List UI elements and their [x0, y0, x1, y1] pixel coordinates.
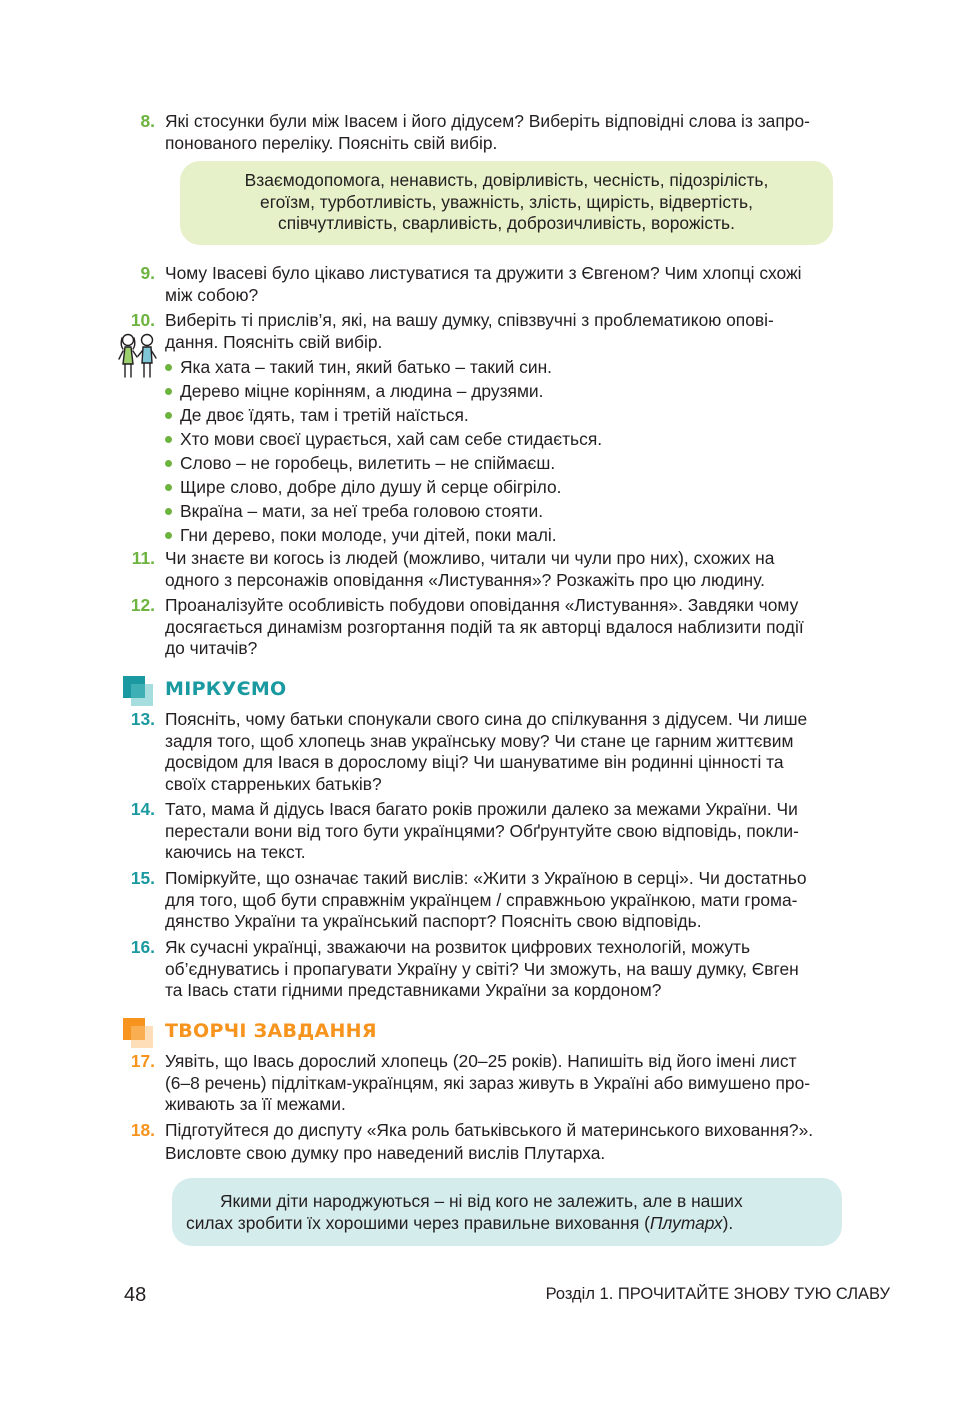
quote-text: ). — [722, 1213, 734, 1233]
proverb-text: Вкраїна – мати, за неї треба головою стояти. — [180, 501, 544, 521]
list-item — [165, 427, 885, 451]
question-text: об’єднуватись і пропагувати Україну у світі? Чи зможуть, на вашу думку, Євген — [165, 958, 799, 979]
question-text: Висловте свою думку про наведений вислів Плутарха. — [165, 1142, 606, 1163]
question-text: (6–8 речень) підліткам-українцям, які зараз живуть в Україні або вимушено про- — [165, 1072, 811, 1093]
bullet-icon — [165, 436, 172, 443]
word-box-line: Взаємодопомога, ненависть, довірливість, чесність, підозрілість, — [244, 170, 769, 190]
pair-work-icon — [116, 331, 160, 381]
question-text: одного з персонажів оповідання «Листування»? Розкажіть про цю людину. — [165, 569, 765, 590]
question-text: Уявіть, що Івась дорослий хлопець (20–25 років). Напишіть від його імені лист — [165, 1051, 797, 1071]
question-text: досвідом для Івася в дорослому віці? Чи шануватиме він родинні цінності та — [165, 752, 784, 772]
question-text: Як сучасні українці, зважаючи на розвиток цифрових технологій, можуть — [165, 937, 751, 957]
question-number: 13. — [130, 709, 155, 729]
list-item — [165, 379, 885, 403]
proverb-text: Гни дерево, поки молоде, учи дітей, поки малі. — [180, 525, 557, 545]
question-number: 10. — [130, 310, 155, 330]
question-text: між собою? — [165, 284, 259, 305]
bullet-icon — [165, 460, 172, 467]
word-choice-box — [180, 161, 833, 245]
question-text: Поміркуйте, що означає такий вислів: «Жити з Україною в серці». Чи достатньо — [165, 868, 807, 888]
question-text: живають за її межами. — [165, 1094, 346, 1114]
list-item — [165, 403, 885, 427]
question-text: каючись на текст. — [165, 842, 306, 862]
word-box-line: егоїзм, турботливість, уважність, злість, щирість, відвертість, — [260, 191, 753, 212]
question-text: досягається динамізм розгортання подій та як авторці вдалося наблизити події — [165, 616, 804, 637]
quote-line — [186, 1212, 828, 1234]
question-number: 17. — [130, 1051, 155, 1071]
quote-author: Плутарх — [649, 1213, 723, 1233]
word-box-line: співчутливість, сварливість, доброзичливість, ворожість. — [278, 213, 735, 233]
proverbs-list — [165, 355, 885, 547]
list-item — [165, 451, 885, 475]
proverb-text: Щире слово, добре діло душу й серце обігріло. — [180, 477, 562, 497]
question-text: Поясніть, чому батьки спонукали свого сина до спілкування з дідусем. Чи лише — [165, 709, 808, 729]
bullet-icon — [165, 532, 172, 539]
question-number: 15. — [130, 868, 155, 888]
bullet-icon — [165, 412, 172, 419]
bullet-icon — [165, 388, 172, 395]
section-square-icon — [131, 684, 153, 706]
list-item — [165, 523, 885, 547]
section-title: МІРКУЄМО — [165, 678, 287, 700]
question-text: та Івась стати гідними представниками України за кордоном? — [165, 980, 662, 1000]
bullet-icon — [165, 364, 172, 371]
question-text: Виберіть ті прислів’я, які, на вашу думку, співзвучні з проблематикою опові- — [165, 310, 774, 330]
question-number: 14. — [130, 799, 155, 819]
question-text: своїх старреньких батьків? — [165, 773, 382, 794]
question-text: Чи знаєте ви когось із людей (можливо, читали чи чули про них), схожих на — [165, 548, 775, 568]
section-title: ТВОРЧІ ЗАВДАННЯ — [165, 1020, 377, 1042]
quote-text: силах зробити їх хорошими через правильне виховання ( — [186, 1213, 650, 1233]
question-number: 16. — [130, 937, 155, 957]
question-number: 8. — [140, 111, 155, 131]
question-text: Які стосунки були між Івасем і його дідусем? Виберіть відповідні слова із запро- — [165, 111, 810, 131]
question-text: задля того, щоб хлопець знав українську мову? Чи стане це гарним життєвим — [165, 730, 794, 751]
list-item — [165, 499, 885, 523]
bullet-icon — [165, 508, 172, 515]
proverb-text: Де двоє їдять, там і третій наїсться. — [180, 405, 469, 425]
question-text: перестали вони від того бути українцями? Обґрунтуйте свою відповідь, покли- — [165, 820, 799, 841]
bullet-icon — [165, 484, 172, 491]
list-item — [165, 475, 885, 499]
question-text: Тато, мама й дідусь Івася багато років прожили далеко за межами України. Чи — [165, 799, 798, 819]
question-number: 9. — [140, 263, 155, 283]
section-square-icon — [131, 1026, 153, 1048]
question-text: Підготуйтеся до диспуту «Яка роль батьківського й материнського виховання?». — [165, 1120, 814, 1140]
question-text: дянство України та український паспорт? Поясніть свою відповідь. — [165, 911, 702, 931]
proverb-text: Слово – не горобець, вилетить – не спіймаєш. — [180, 453, 556, 473]
section-footer: Розділ 1. ПРОЧИТАЙТЕ ЗНОВУ ТУЮ СЛАВУ — [545, 1285, 890, 1303]
question-text: дання. Поясніть свій вибір. — [165, 331, 383, 352]
question-number: 12. — [130, 595, 155, 615]
question-text: для того, щоб бути справжнім українцем / справжньою українкою, мати грома- — [165, 889, 798, 910]
question-number: 11. — [131, 548, 155, 568]
proverb-text: Хто мови своєї цурається, хай сам себе стидається. — [180, 429, 603, 449]
proverb-text: Дерево міцне корінням, а людина – друзями. — [180, 381, 544, 401]
page-number: 48 — [124, 1284, 147, 1306]
question-text: Проаналізуйте особливість побудови оповідання «Листування». Завдяки чому — [165, 595, 799, 615]
question-text: до читачів? — [165, 638, 258, 658]
question-text: понованого переліку. Поясніть свій вибір. — [165, 132, 498, 153]
quote-line: Якими діти народжуються – ні від кого не залежить, але в наших — [220, 1191, 743, 1211]
question-number: 18. — [130, 1120, 155, 1140]
quote-box — [172, 1178, 842, 1246]
list-item — [165, 355, 885, 379]
proverb-text: Яка хата – такий тин, який батько – такий син. — [180, 357, 553, 377]
question-text: Чому Івасеві було цікаво листуватися та дружити з Євгеном? Чим хлопці схожі — [165, 263, 802, 283]
